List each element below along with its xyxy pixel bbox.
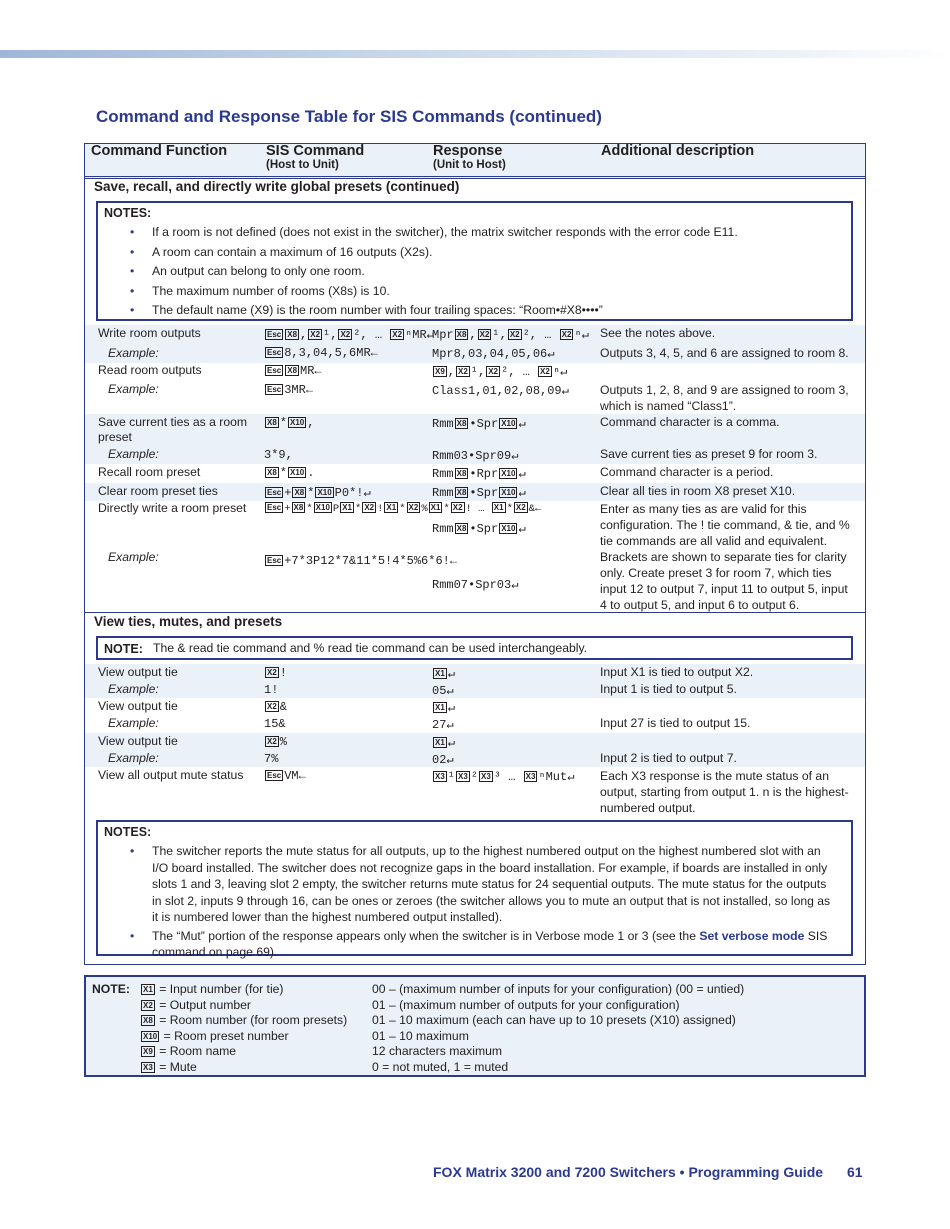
- legend-value: 01 – 10 maximum: [372, 1028, 469, 1043]
- legend-item: X3 = Mute: [143, 1059, 197, 1074]
- description: Brackets are shown to separate ties for clarity only. Create preset 3 for room 7, which ties input 12 to output 7, input 11 to output 5, input 4 to output 5, and input 6 to output 6.: [600, 550, 848, 612]
- note-item: • The switcher reports the mute status for all outputs, up to the highest numbered output on the highest numbered slot with an I/O board installed. The switcher does not recognize gaps in the board installation. For example, if boards are installed in only slots 1 and 3, leaving slot 2 empty, the switcher returns mute status for 24 sequential outputs. The mute status for the outputs in slot 2, inputs 9 through 16, can be ones or zeroes (the switcher allows you to mute an output that is not installed, so long as it is numbered lower than the highest numbered output installed).: [130, 843, 835, 926]
- sis-command: Esc VM←: [267, 769, 306, 783]
- legend-left: [140, 982, 347, 1075]
- description: Save current ties as preset 9 for room 3.: [600, 447, 818, 461]
- note-item: • The maximum number of rooms (X8s) is 10.: [130, 282, 738, 302]
- table-row: [85, 733, 865, 767]
- function-label: View output tie: [98, 699, 178, 713]
- example-label: Example:: [108, 382, 159, 396]
- sis-command: X8 * X10 .: [267, 466, 315, 480]
- description: Input 1 is tied to output 5.: [600, 682, 737, 696]
- example-label: Example:: [108, 682, 159, 696]
- legend-right: [372, 982, 744, 1075]
- legend-item: X1 = Input number (for tie): [143, 982, 284, 996]
- legend-label: NOTE:: [92, 982, 130, 996]
- page-footer: [433, 1164, 863, 1180]
- set-verbose-mode-link[interactable]: Set verbose mode: [699, 928, 805, 943]
- sis-command: X8 * X10 ,: [267, 416, 315, 430]
- sis-command: Esc 3MR←: [267, 383, 314, 397]
- function-label: View output tie: [98, 734, 178, 748]
- description: Input 2 is tied to output 7.: [600, 751, 737, 765]
- note-text: The & read tie command and % read tie command can be used interchangeably.: [153, 641, 588, 655]
- example-label: Example:: [108, 346, 159, 360]
- function-label: View all output mute status: [98, 768, 244, 782]
- legend-value: 01 – 10 maximum (each can have up to 10 presets (X10) assigned): [372, 1013, 736, 1027]
- function-label: Directly write a room preset: [98, 501, 247, 515]
- response: X1 ↵: [435, 701, 456, 715]
- description: Command character is a comma.: [600, 415, 780, 429]
- note-item: • The default name (X9) is the room number with four trailing spaces: “Room•#X8••••”: [130, 301, 738, 321]
- description: Clear all ties in room X8 preset X10.: [600, 484, 796, 498]
- legend-item: X2 = Output number: [143, 997, 251, 1012]
- sis-command: Esc X8 MR←: [267, 364, 322, 378]
- function-label: Recall room preset: [98, 465, 201, 479]
- section-heading: View ties, mutes, and presets: [94, 614, 283, 629]
- sis-command: X2 &: [267, 700, 287, 714]
- sis-command: Esc + X8 * X10 P X1 * X2 ! X1 * X2 % X1 * X2 ! … X1 * X2 &←: [267, 503, 542, 515]
- response: Class1,01,02,08,09↵: [432, 384, 569, 398]
- response: Rmm X8 •Spr X10 ↵: [432, 417, 526, 431]
- response: Rmm07•Spr03↵: [432, 578, 519, 592]
- sis-command: Esc + X8 * X10 P0*!↵: [267, 486, 371, 500]
- page-number: 61: [847, 1164, 863, 1180]
- note-label: NOTE:: [104, 642, 143, 656]
- response: X1 ↵: [435, 736, 456, 750]
- sis-command: X2 %: [267, 735, 287, 749]
- sis-command: 15&: [264, 717, 286, 731]
- example-label: Example:: [108, 447, 159, 461]
- sis-command: Esc +7*3P12*7&11*5!4*5%6*6!←: [267, 554, 458, 568]
- function-label: Clear room preset ties: [98, 484, 218, 498]
- legend-item: X9 = Room name: [143, 1044, 237, 1058]
- response: Mpr8,03,04,05,06↵: [432, 347, 555, 361]
- description: Each X3 response is the mute status of an output, starting from output 1. n is the highest-numbered output.: [600, 769, 849, 815]
- function-label: Read room outputs: [98, 363, 202, 377]
- sis-command: Esc X8 , X2 ¹, X2 ², … X2 ⁿMR↵: [267, 328, 434, 342]
- response: X1 ↵: [435, 667, 456, 681]
- response: 27↵: [432, 718, 454, 732]
- function-label: Write room outputs: [98, 326, 201, 340]
- notes-label: NOTES:: [104, 206, 152, 220]
- description: Enter as many ties as are valid for this configuration. The ! tie command, & tie, and % tie commands are all valid and equivalent.: [600, 502, 850, 548]
- description: Outputs 3, 4, 5, and 6 are assigned to room 8.: [600, 346, 849, 360]
- notes-box: [96, 201, 853, 321]
- legend-item: X10 = Room preset number: [143, 1028, 289, 1043]
- description: Outputs 1, 2, 8, and 9 are assigned to room 3, which is named “Class1”.: [600, 383, 849, 413]
- description: Input X1 is tied to output X2.: [600, 665, 754, 679]
- response: Rmm03•Spr09↵: [432, 449, 519, 463]
- col-description: Additional description: [601, 143, 755, 159]
- page-title: Command and Response Table for SIS Commands (continued): [96, 107, 602, 126]
- footer-title: FOX Matrix 3200 and 7200 Switchers • Programming Guide: [433, 1164, 824, 1180]
- example-label: Example:: [108, 751, 159, 765]
- example-label: Example:: [108, 716, 159, 730]
- col-sis-command: SIS Command (Host to Unit): [266, 143, 365, 171]
- response: Rmm X8 •Spr X10 ↵: [432, 486, 526, 500]
- sis-command: X2 !: [267, 666, 287, 680]
- note-box: [96, 636, 853, 660]
- function-label: Save current ties as a room preset: [98, 415, 248, 444]
- note-item: • The “Mut” portion of the response appears only when the switcher is in Verbose mode 1 or 3 (see the Set verbose mode SIS command on page 69).: [130, 928, 835, 961]
- section-heading: Save, recall, and directly write global presets (continued): [94, 179, 460, 194]
- sis-command: 1!: [264, 683, 279, 697]
- legend-value: 00 – (maximum number of inputs for your configuration) (00 = untied): [372, 982, 745, 996]
- notes-label: NOTES:: [104, 825, 152, 839]
- response: 02↵: [432, 753, 454, 767]
- legend-value: 0 = not muted, 1 = muted: [372, 1059, 509, 1074]
- legend-value: 12 characters maximum: [372, 1044, 503, 1058]
- header-bar: [0, 50, 950, 58]
- response: Mpr X8 , X2 ¹, X2 ², … X2 ⁿ↵: [432, 328, 589, 342]
- response: 05↵: [432, 684, 454, 698]
- description: Command character is a period.: [600, 465, 774, 479]
- function-label: View output tie: [98, 665, 178, 679]
- response: X3 ¹ X3 ² X3 ³ … X3 ⁿMut↵: [435, 770, 575, 784]
- example-label: Example:: [108, 550, 159, 564]
- description: See the notes above.: [600, 326, 716, 340]
- response: X9 , X2 ¹, X2 ², … X2 ⁿ↵: [435, 365, 568, 379]
- note-item: • If a room is not defined (does not exist in the switcher), the matrix switcher responds with the error code E11.: [130, 223, 738, 243]
- sis-command: Esc 8,3,04,5,6MR←: [267, 346, 378, 360]
- sis-command: 7%: [264, 752, 279, 766]
- legend-item: X8 = Room number (for room presets): [143, 1013, 348, 1027]
- legend-value: 01 – (maximum number of outputs for your configuration): [372, 997, 680, 1012]
- note-item: • A room can contain a maximum of 16 outputs (X2s).: [130, 243, 738, 263]
- response: Rmm X8 •Spr X10 ↵: [432, 522, 526, 536]
- legend-box: [84, 975, 866, 1077]
- divider: [85, 612, 865, 613]
- notes-box: [96, 820, 853, 959]
- note-item: • An output can belong to only one room.: [130, 262, 738, 282]
- col-response: Response (Unit to Host): [433, 143, 506, 171]
- sis-command: 3*9,: [264, 448, 293, 462]
- description: Input 27 is tied to output 15.: [600, 716, 751, 730]
- col-command-function: Command Function: [91, 143, 228, 159]
- response: Rmm X8 •Rpr X10 ↵: [432, 467, 526, 481]
